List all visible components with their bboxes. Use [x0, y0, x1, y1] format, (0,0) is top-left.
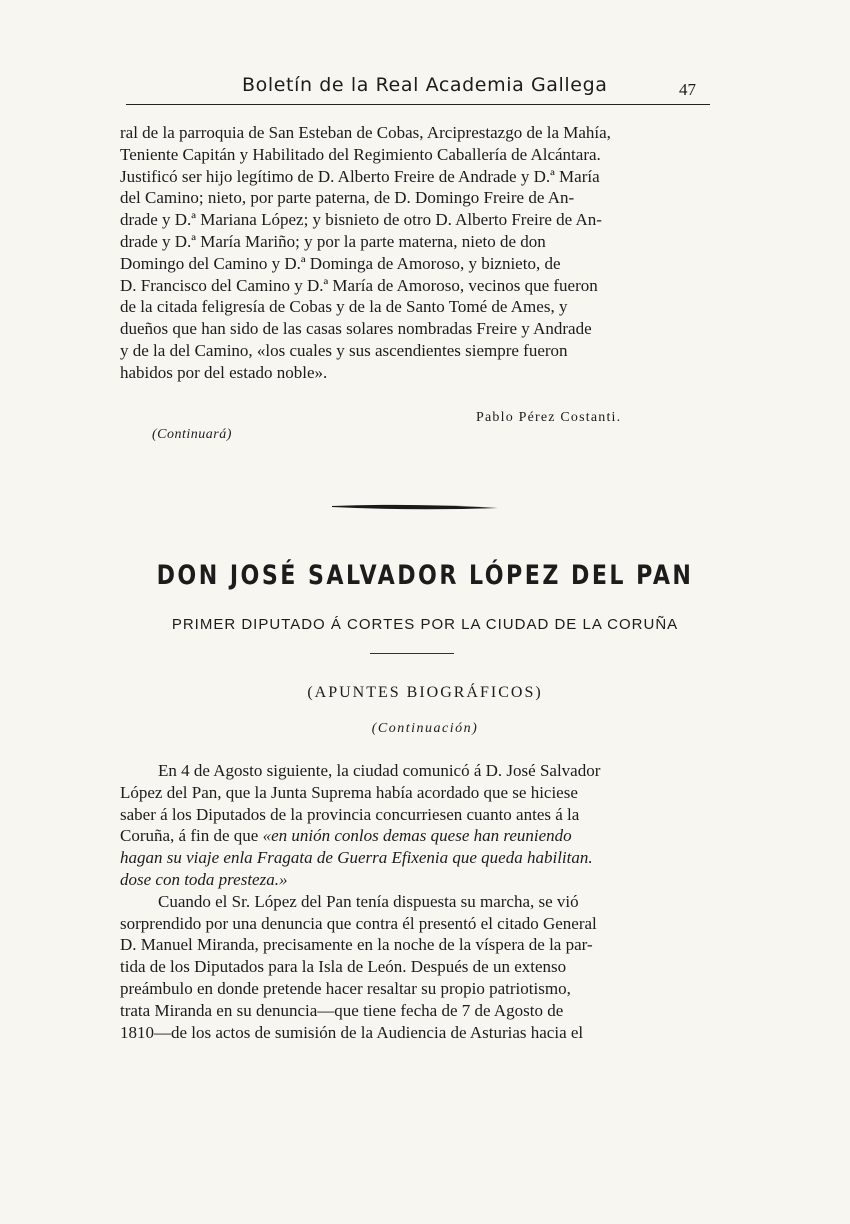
text-line: saber á los Diputados de la provincia concurriesen cuanto antes á la: [120, 804, 580, 824]
quoted-text: «en unión conlos demas quese han reuniendo: [262, 826, 572, 846]
text-line: López del Pan, que la Junta Suprema había acordado que se hiciese: [120, 782, 578, 802]
continuation-label: (Continuación): [371, 721, 479, 736]
page-header: [126, 74, 710, 105]
quoted-text-line: hagan su viaje enla Fragata de Guerra Efixenia que queda habilitan.: [120, 848, 593, 868]
to-be-continued-note: (Continuará): [152, 427, 232, 442]
text-line: ral de la parroquia de San Esteban de Cobas, Arciprestazgo de la Mahía,: [120, 123, 611, 142]
continuation-paragraph: [120, 122, 710, 384]
text-line: y de la del Camino, «los cuales y sus ascendientes siempre fueron: [120, 340, 568, 360]
article-title: DON JOSÉ SALVADOR LÓPEZ DEL PAN: [156, 560, 694, 591]
text-line: tida de los Diputados para la Isla de León. Después de un extenso: [120, 957, 567, 977]
text-fragment: Coruña, á fin de que: [120, 826, 263, 846]
text-line: preámbulo en donde pretende hacer resaltar su propio patriotismo,: [120, 978, 571, 998]
text-line: En 4 de Agosto siguiente, la ciudad comunicó á D. José Salvador: [158, 761, 601, 780]
text-line: habidos por del estado noble».: [120, 362, 328, 382]
text-line: trata Miranda en su denuncia—que tiene fecha de 7 de Agosto de: [120, 1000, 564, 1020]
text-line: sorprendido por una denuncia que contra él presentó el citado General: [120, 913, 597, 933]
title-divider: [370, 653, 454, 654]
text-line: Domingo del Camino y D.ª Dominga de Amoroso, y biznieto, de: [120, 253, 561, 273]
section-divider: [330, 502, 500, 512]
article-subtitle: PRIMER DIPUTADO Á CORTES POR LA CIUDAD DE LA CORUÑA: [171, 616, 679, 633]
running-title: Boletín de la Real Academia Gallega: [242, 74, 608, 96]
text-line: de la citada feligresía de Cobas y de la de Santo Tomé de Ames, y: [120, 297, 568, 317]
text-line: 1810—de los actos de sumisión de la Audiencia de Asturias hacia el: [120, 1022, 584, 1042]
text-line: del Camino; nieto, por parte paterna, de D. Domingo Freire de An-: [120, 188, 575, 208]
text-line: drade y D.ª Mariana López; y bisnieto de otro D. Alberto Freire de An-: [120, 210, 602, 230]
text-line quote-line: [120, 825, 710, 847]
text-line: Cuando el Sr. López del Pan tenía dispuesta su marcha, se vió: [158, 891, 579, 911]
text-line: Teniente Capitán y Habilitado del Regimiento Caballería de Alcántara.: [120, 144, 601, 164]
text-line: D. Francisco del Camino y D.ª María de Amoroso, vecinos que fueron: [120, 275, 598, 295]
article-body: [120, 760, 710, 1043]
text-line: dueños que han sido de las casas solares nombradas Freire y Andrade: [120, 319, 592, 339]
quoted-text-line: dose con toda presteza.»: [120, 869, 288, 889]
text-line: Justificó ser hijo legítimo de D. Alberto Freire de Andrade y D.ª María: [120, 166, 600, 186]
text-line: drade y D.ª María Mariño; y por la parte materna, nieto de don: [120, 231, 546, 251]
section-label: (APUNTES BIOGRÁFICOS): [307, 684, 543, 701]
page-number: 47: [679, 80, 696, 99]
author-signature: Pablo Pérez Costanti.: [476, 410, 622, 425]
text-line: D. Manuel Miranda, precisamente en la noche de la víspera de la par-: [120, 935, 593, 955]
